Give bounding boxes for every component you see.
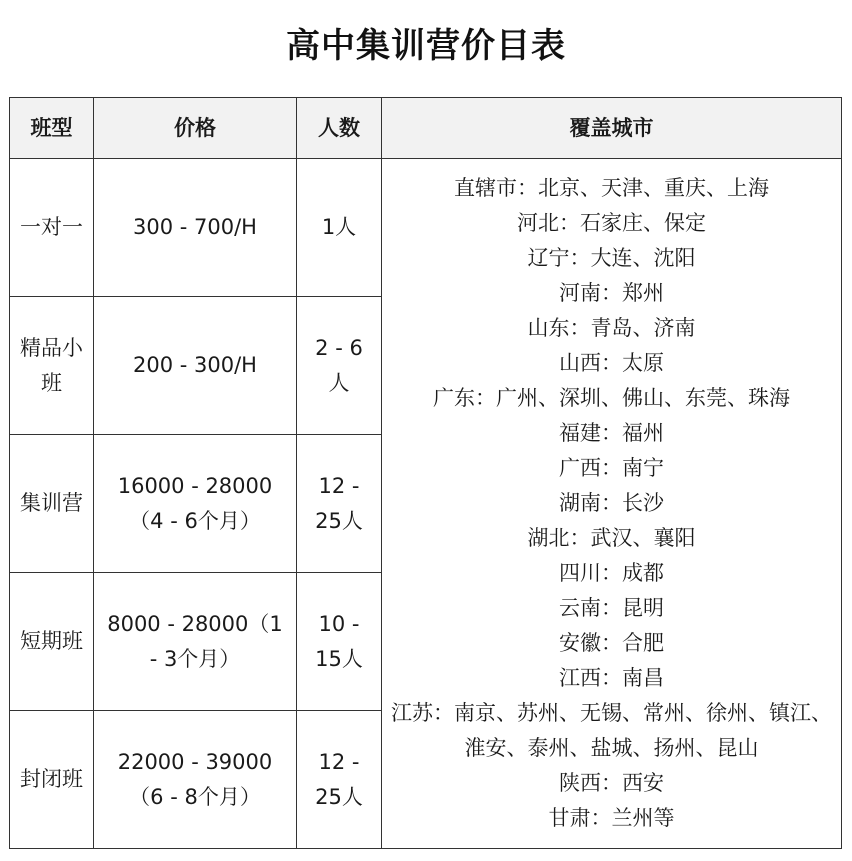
class-people: 1人 xyxy=(297,159,382,297)
class-price: 8000 - 28000（1 - 3个月） xyxy=(94,573,297,711)
city-line: 直辖市：北京、天津、重庆、上海 xyxy=(454,176,769,200)
page-title: 高中集训营价目表 xyxy=(286,26,566,66)
city-line: 河北：石家庄、保定 xyxy=(517,211,706,235)
class-price: 22000 - 39000（6 - 8个月） xyxy=(94,711,297,849)
class-price: 300 - 700/H xyxy=(94,159,297,297)
header-people: 人数 xyxy=(297,98,382,159)
class-type: 集训营 xyxy=(10,435,94,573)
table-row xyxy=(10,159,842,297)
class-type: 精品小班 xyxy=(10,297,94,435)
class-price: 200 - 300/H xyxy=(94,297,297,435)
city-line: 江苏：南京、苏州、无锡、常州、徐州、镇江、淮安、泰州、盐城、扬州、昆山 xyxy=(391,701,832,760)
class-type: 短期班 xyxy=(10,573,94,711)
city-line: 江西：南昌 xyxy=(559,666,664,690)
cities-cell xyxy=(382,159,842,849)
class-people: 12 - 25人 xyxy=(297,711,382,849)
header-row xyxy=(10,98,842,159)
city-line: 广东：广州、深圳、佛山、东莞、珠海 xyxy=(433,386,790,410)
city-line: 河南：郑州 xyxy=(559,281,664,305)
class-type: 一对一 xyxy=(10,159,94,297)
city-line: 湖北：武汉、襄阳 xyxy=(527,526,696,550)
city-line: 云南：昆明 xyxy=(559,596,664,620)
city-line: 辽宁：大连、沈阳 xyxy=(527,246,696,270)
city-line: 陕西：西安 xyxy=(559,771,664,795)
city-line: 山西：太原 xyxy=(559,351,664,375)
class-people: 2 - 6人 xyxy=(297,297,382,435)
header-cities: 覆盖城市 xyxy=(382,98,842,159)
class-people: 12 - 25人 xyxy=(297,435,382,573)
header-type: 班型 xyxy=(10,98,94,159)
city-line: 四川：成都 xyxy=(559,561,664,585)
class-price: 16000 - 28000（4 - 6个月） xyxy=(94,435,297,573)
city-line: 山东：青岛、济南 xyxy=(527,316,696,340)
city-line: 广西：南宁 xyxy=(559,456,664,480)
price-table xyxy=(9,97,842,849)
city-line: 福建：福州 xyxy=(559,421,664,445)
class-type: 封闭班 xyxy=(10,711,94,849)
city-line: 安徽：合肥 xyxy=(559,631,664,655)
city-line: 甘肃：兰州等 xyxy=(548,806,675,830)
class-people: 10 - 15人 xyxy=(297,573,382,711)
header-price: 价格 xyxy=(94,98,297,159)
city-line: 湖南：长沙 xyxy=(559,491,664,515)
